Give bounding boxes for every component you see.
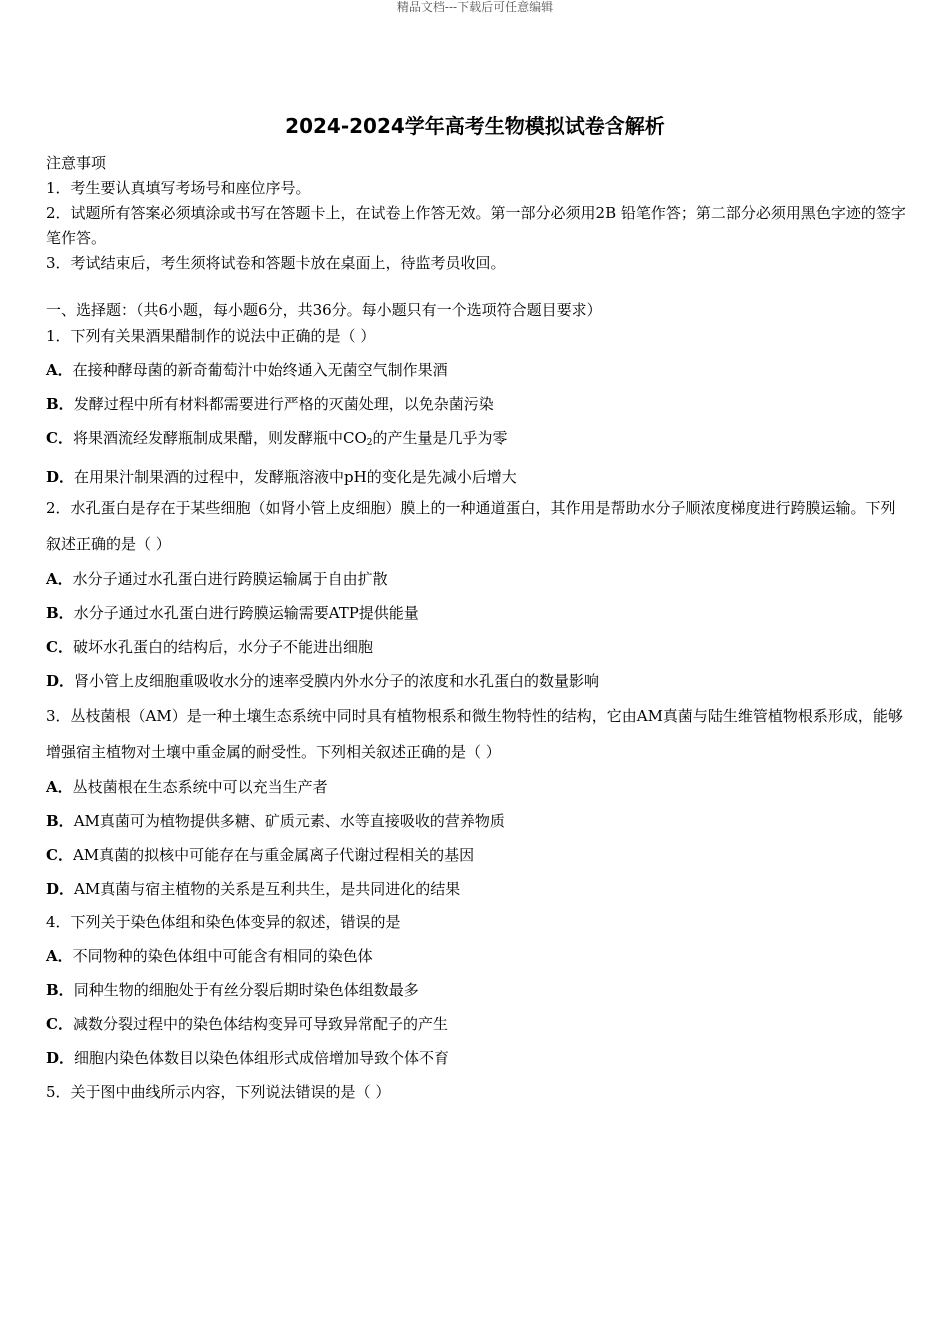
notes-block: [46, 151, 908, 276]
option-d: [46, 1041, 908, 1075]
option-c: [46, 838, 908, 872]
question-4: [46, 905, 908, 1075]
option-b: [46, 596, 908, 630]
option-letter: C．: [46, 1015, 73, 1033]
option-letter: C．: [46, 429, 73, 447]
option-text: 不同物种的染色体组中可能含有相同的染色体: [72, 947, 373, 965]
option-text: 在用果汁制果酒的过程中，发酵瓶溶液中pH的变化是先减小后增大: [74, 468, 517, 486]
option-a: [46, 770, 908, 804]
option-c: [46, 1007, 908, 1041]
option-letter: A．: [46, 570, 73, 588]
option-letter: B．: [46, 604, 74, 622]
option-c: [46, 630, 908, 664]
option-text: 同种生物的细胞处于有丝分裂后期时染色体组数最多: [73, 981, 419, 999]
option-text: 丛枝菌根在生态系统中可以充当生产者: [72, 778, 328, 796]
option-text: 细胞内染色体数目以染色体组形式成倍增加导致个体不育: [74, 1049, 450, 1067]
option-text: 发酵过程中所有材料都需要进行严格的灭菌处理，以免杂菌污染: [73, 395, 494, 413]
option-text: AM真菌的拟核中可能存在与重金属离子代谢过程相关的基因: [72, 846, 475, 864]
option-text: 将果酒流经发酵瓶制成果醋，则发酵瓶中: [72, 429, 343, 447]
option-letter: A．: [46, 361, 73, 379]
option-letter: B．: [46, 981, 74, 999]
option-letter: C．: [46, 638, 73, 656]
chem-formula: CO: [342, 429, 367, 447]
option-b: [46, 804, 908, 838]
option-a: [46, 939, 908, 973]
option-d: [46, 460, 908, 494]
question-1: [46, 320, 908, 494]
option-letter: C．: [46, 846, 73, 864]
question-3: [46, 698, 908, 906]
option-text: 水分子通过水孔蛋白进行跨膜运输需要ATP提供能量: [73, 604, 419, 622]
option-b: [46, 387, 908, 421]
option-text: AM真菌可为植物提供多糖、矿质元素、水等直接吸收的营养物质: [73, 812, 505, 830]
option-text: 水分子通过水孔蛋白进行跨膜运输属于自由扩散: [72, 570, 388, 588]
option-b: [46, 973, 908, 1007]
option-letter: A．: [46, 778, 73, 796]
option-d: [46, 872, 908, 906]
note-item: 1．考生要认真填写考场号和座位序号。: [46, 179, 311, 197]
option-letter: D．: [46, 880, 75, 898]
option-letter: B．: [46, 395, 74, 413]
option-letter: D．: [46, 1049, 75, 1067]
option-letter: D．: [46, 672, 75, 690]
option-a: [46, 562, 908, 596]
section-heading: 一、选择题：（共6小题，每小题6分，共36分。每小题只有一个选项符合题目要求）: [46, 301, 602, 319]
question-5: [46, 1075, 908, 1109]
option-d: [46, 664, 908, 698]
page-title: 2024-2024学年高考生物模拟试卷含解析: [285, 114, 665, 138]
option-c: [46, 421, 908, 460]
question-stem: 4．下列关于染色体组和染色体变异的叙述，错误的是: [46, 913, 401, 931]
notes-heading: 注意事项: [46, 154, 107, 172]
option-text: 破坏水孔蛋白的结构后，水分子不能进出细胞: [72, 638, 373, 656]
option-letter: B．: [46, 812, 74, 830]
note-item: 3．考试结束后，考生须将试卷和答题卡放在桌面上，待监考员收回。: [46, 254, 506, 272]
option-text: 的产生量是几乎为零: [372, 429, 508, 447]
note-item: 2．试题所有答案必须填涂或书写在答题卡上，在试卷上作答无效。第一部分必须用2B 铅笔作答；第二部分必须用黑色字迹的签字笔作答。: [46, 204, 906, 247]
chem-subscript: 2: [366, 438, 373, 448]
question-stem: 2．水孔蛋白是存在于某些细胞（如肾小管上皮细胞）膜上的一种通道蛋白，其作用是帮助水分子顺浓度梯度进行跨膜运输。下列叙述正确的是（ ）: [46, 499, 896, 553]
question-2: [46, 490, 908, 698]
option-a: [46, 353, 908, 387]
option-text: 减数分裂过程中的染色体结构变异可导致异常配子的产生: [72, 1015, 448, 1033]
option-letter: A．: [46, 947, 73, 965]
question-stem: 5．关于图中曲线所示内容，下列说法错误的是（ ）: [46, 1083, 391, 1101]
option-text: 肾小管上皮细胞重吸收水分的速率受膜内外水分子的浓度和水孔蛋白的数量影响: [74, 672, 600, 690]
question-stem: 1．下列有关果酒果醋制作的说法中正确的是（ ）: [46, 327, 376, 345]
option-letter: D．: [46, 468, 75, 486]
option-text: AM真菌与宿主植物的关系是互利共生，是共同进化的结果: [74, 880, 461, 898]
option-text: 在接种酵母菌的新奇葡萄汁中始终通入无菌空气制作果酒: [72, 361, 448, 379]
watermark-text: 精品文档---下载后可任意编辑: [396, 0, 554, 14]
question-stem: 3．丛枝菌根（AM）是一种土壤生态系统中同时具有植物根系和微生物特性的结构，它由AM真菌与陆生维管植物根系形成，能够增强宿主植物对土壤中重金属的耐受性。下列相关叙述正确的是（ ）: [46, 707, 903, 761]
